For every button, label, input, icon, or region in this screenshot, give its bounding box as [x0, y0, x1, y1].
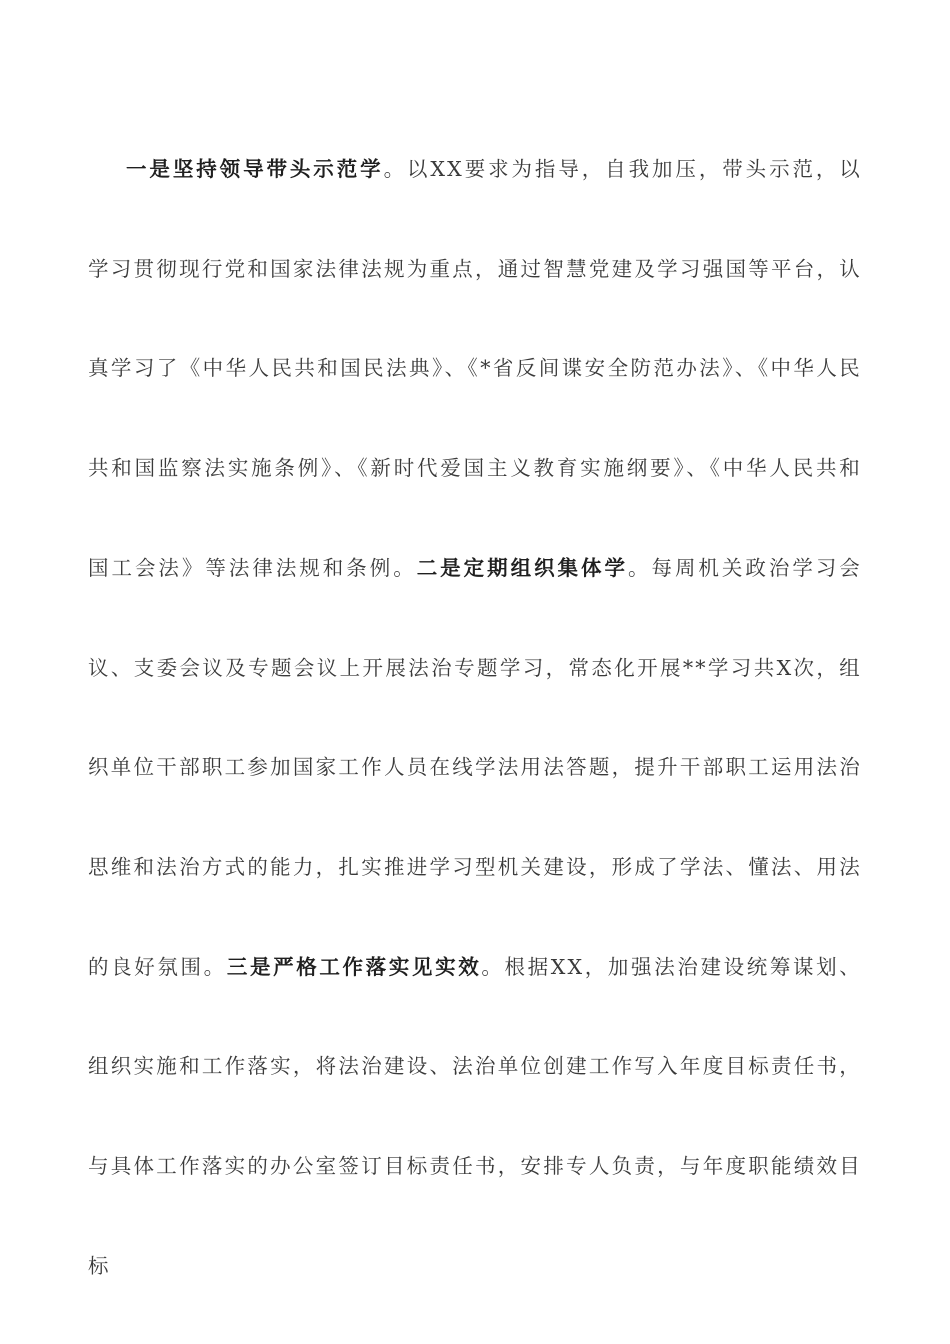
heading-collective-study: 二是定期组织集体学	[416, 555, 628, 580]
heading-leading-by-example: 一是坚持领导带头示范学	[126, 157, 384, 181]
heading-strict-implementation: 三是严格工作落实见实效	[226, 954, 482, 979]
paragraph-text-2: 。每周机关政治学习会议、支委会议及专题会议上开展法治专题学习，常态化开展**学习共X次，组织单位干部职工参加国家工作人员在线学法用法答题，提升干部职工运用法治思维和法治方式的能力，扎实推进学习型机关建设，形成了学法、懂法、用法的良好氛围。	[88, 555, 862, 979]
body-paragraph	[88, 120, 862, 1316]
paragraph-text-3: 。根据XX，加强法治建设统筹谋划、组织实施和工作落实，将法治建设、法治单位创建工作写入年度目标责任书，与具体工作落实的办公室签订目标责任书，安排专人负责，与年度职能绩效目标	[88, 954, 862, 1278]
paragraph-text-1: 。以XX要求为指导，自我加压，带头示范，以学习贯彻现行党和国家法律法规为重点，通过智慧党建及学习强国等平台，认真学习了《中华人民共和国民法典》、《*省反间谍安全防范办法》、《中华人民共和国监察法实施条例》、《新时代爱国主义教育实施纲要》、《中华人民共和国工会法》等法律法规和条例。	[88, 157, 863, 580]
